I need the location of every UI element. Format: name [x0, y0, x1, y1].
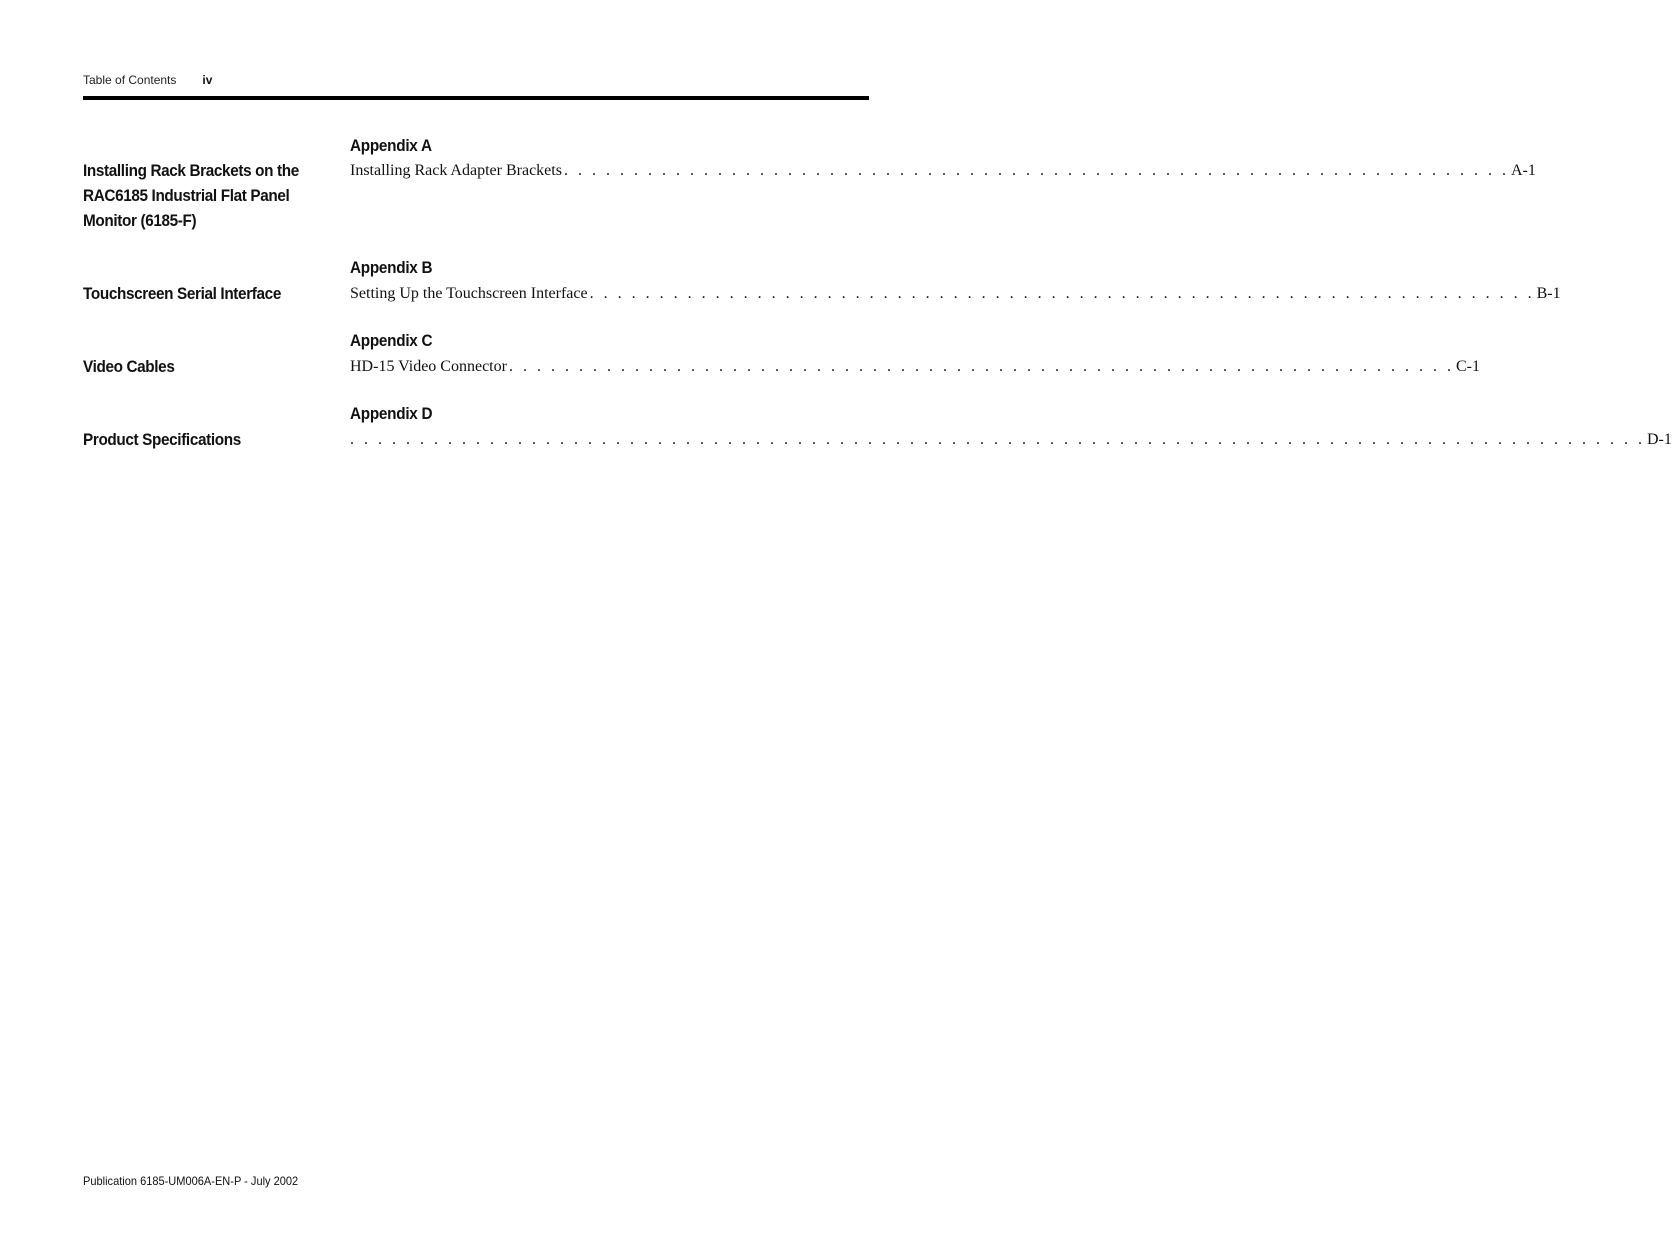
toc-line-text: HD-15 Video Connector [350, 358, 507, 375]
entry-title: Video Cables [83, 357, 175, 376]
header-rule [83, 96, 869, 100]
running-header [83, 73, 212, 87]
toc-line[interactable] [350, 429, 1672, 451]
appendix-label: Appendix A [350, 136, 432, 155]
header-page-number: iv [202, 73, 213, 87]
publication-footer: Publication 6185-UM006A-EN-P - July 2002 [83, 1174, 299, 1188]
appendix-label: Appendix C [350, 331, 433, 350]
appendix-label: Appendix B [350, 258, 433, 277]
header-section-title: Table of Contents [83, 73, 177, 87]
toc-page-number: A-1 [1510, 162, 1536, 179]
toc-page-number: D-1 [1647, 431, 1672, 448]
toc-page-number: C-1 [1455, 358, 1480, 375]
entry-title: Product Specifications [83, 430, 241, 449]
toc-line-text: Setting Up the Touchscreen Interface [350, 285, 588, 302]
dot-leader: . . . . . . . . . . . . . . . . . . . . . . . . . . . . . . . . . . . . . . . . . . . . . . . . . . . . . . . . . . . . . . . . . . . . [508, 358, 1454, 375]
toc-page-number: B-1 [1536, 285, 1561, 302]
toc-line[interactable] [350, 160, 1536, 182]
toc-line[interactable] [350, 283, 1561, 305]
appendix-label: Appendix D [350, 404, 433, 423]
toc-line-text: Installing Rack Adapter Brackets [350, 162, 562, 179]
toc-line[interactable] [350, 356, 1480, 378]
dot-leader: . . . . . . . . . . . . . . . . . . . . . . . . . . . . . . . . . . . . . . . . . . . . . . . . . . . . . . . . . . . . . . . . . . . . [589, 285, 1535, 302]
dot-leader: . . . . . . . . . . . . . . . . . . . . . . . . . . . . . . . . . . . . . . . . . . . . . . . . . . . . . . . . . . . . . . . . . . . . [563, 162, 1509, 179]
entry-title: Installing Rack Brackets on the RAC6185 Industrial Flat Panel Monitor (6185-F) [83, 161, 299, 230]
entry-title: Touchscreen Serial Interface [83, 284, 281, 303]
dot-leader: . . . . . . . . . . . . . . . . . . . . . . . . . . . . . . . . . . . . . . . . . . . . . . . . . . . . . . . . . . . . . . . . . . . . . . . . . . . . . . . . . . . . . . . . . . . . . [350, 431, 1645, 448]
